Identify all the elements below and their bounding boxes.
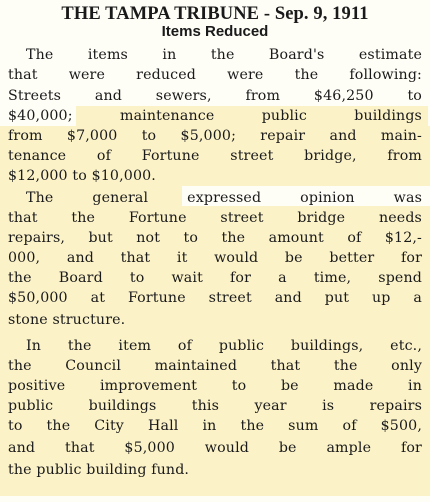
article-line: the Board to wait for a time, spend xyxy=(8,270,422,286)
article-line: public buildings this year is repairs xyxy=(8,398,422,414)
article-line: the public building fund. xyxy=(8,462,190,478)
article-line: The general expressed opinion was xyxy=(26,190,422,206)
article-line: that were reduced were the following: xyxy=(8,67,422,83)
article-line: Streets and sewers, from $46,250 to xyxy=(8,88,422,104)
article-line: $50,000 at Fortune street and put up a xyxy=(8,290,422,306)
article-line: The items in the Board's estimate xyxy=(26,47,422,63)
article-line: and that $5,000 would be ample for xyxy=(8,440,422,456)
article-line: that the Fortune street bridge needs xyxy=(8,210,422,226)
article-line: the Council maintained that the only xyxy=(8,358,422,374)
article-line: stone structure. xyxy=(8,312,126,328)
article-line: to the City Hall in the sum of $500, xyxy=(8,418,422,434)
article-line: repairs, but not to the amount of $12,- xyxy=(8,230,422,246)
newspaper-headline: THE TAMPA TRIBUNE - Sep. 9, 1911 xyxy=(61,4,369,24)
article-line: positive improvement to be made in xyxy=(8,378,422,394)
article-line: In the item of public buildings, etc., xyxy=(26,338,422,354)
article-line: from $7,000 to $5,000; repair and main- xyxy=(8,128,422,144)
article-subhead: Items Reduced xyxy=(161,23,269,40)
article-line: $40,000; maintenance public buildings xyxy=(8,108,422,124)
article-line: tenance of Fortune street bridge, from xyxy=(8,148,422,164)
article-line: 000, and that it would be better for xyxy=(8,250,422,266)
article-line: $12,000 to $10,000. xyxy=(8,168,156,184)
